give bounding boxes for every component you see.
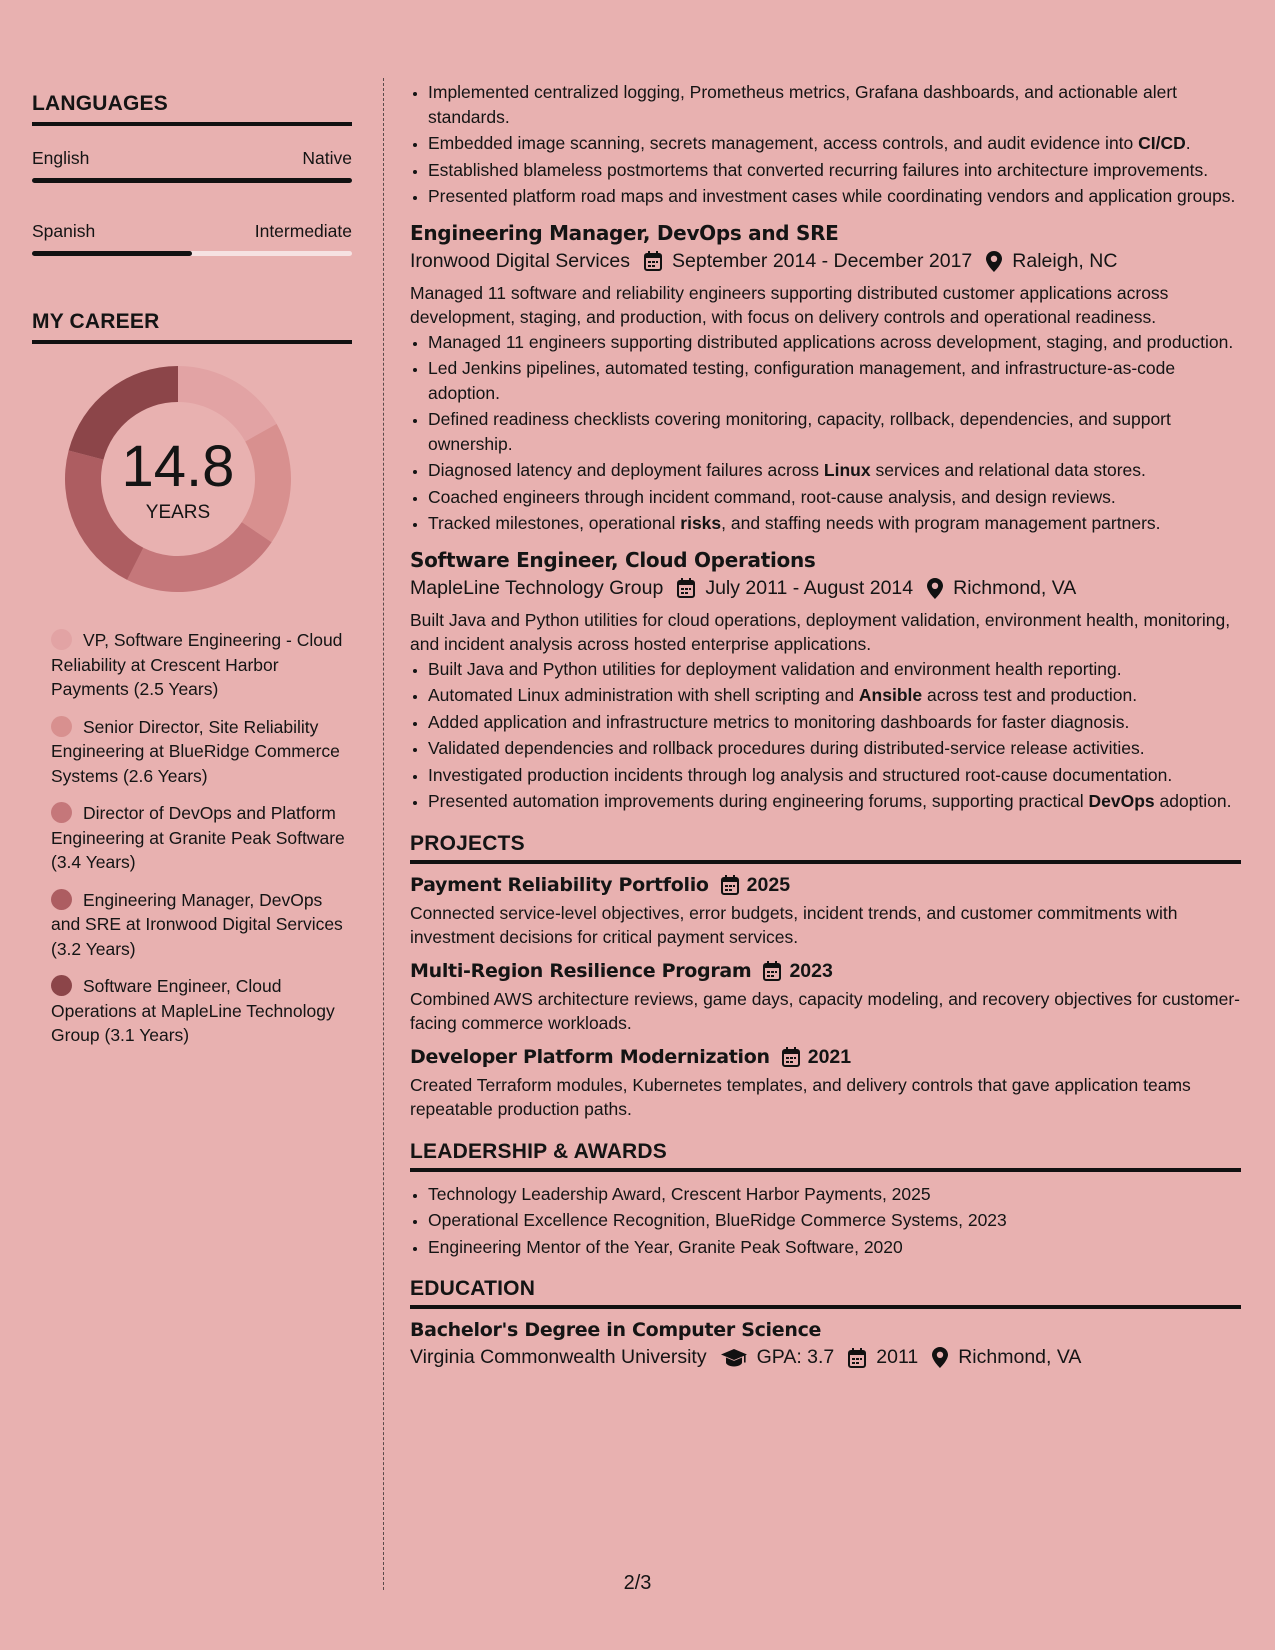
bullet-item: • Presented automation improvements during engineering forums, supporting practical DevOps adoption.: [428, 789, 1241, 814]
project-year: 2023: [789, 959, 833, 982]
legend-label: Director of DevOps and Platform Engineering at Granite Peak Software (3.4 Years): [51, 803, 345, 872]
legend-dot: [51, 889, 72, 910]
calendar-icon: [677, 578, 695, 598]
bullet-item: • Coached engineers through incident command, root-cause analysis, and design reviews.: [428, 485, 1241, 510]
main-column: [410, 80, 1241, 1369]
legend-label: Senior Director, Site Reliability Engineering at BlueRidge Commerce Systems (2.6 Years): [51, 716, 340, 786]
awards-section: [410, 1140, 1241, 1260]
job-summary: Built Java and Python utilities for cloud operations, deployment validation, environment health, monitoring, and incident analysis across hosted enterprise applications.: [410, 609, 1231, 654]
job-bullets: [410, 330, 1241, 536]
legend-item: [51, 628, 352, 702]
calendar-icon: [848, 1348, 866, 1368]
language-name: Spanish: [32, 221, 96, 241]
career-section: [32, 310, 352, 1048]
bullet-item: • Added application and infrastructure metrics to monitoring dashboards for faster diagnosis.: [428, 710, 1241, 735]
career-total-unit: YEARS: [145, 502, 211, 523]
job-title: Software Engineer, Cloud Operations: [410, 547, 816, 572]
project-year: 2021: [807, 1045, 852, 1068]
career-legend: [32, 628, 352, 1048]
sidebar: [32, 92, 352, 1061]
job-bullets: [410, 657, 1241, 814]
calendar-icon: [644, 251, 662, 271]
project-entry: [410, 874, 1241, 950]
projects-section: [410, 832, 1241, 1122]
bullet-item: • Defined readiness checklists covering monitoring, capacity, rollback, dependencies, and support ownership.: [428, 407, 1241, 456]
projects-heading: PROJECTS: [410, 832, 1241, 864]
languages-heading: LANGUAGES: [32, 92, 352, 126]
education-meta: [410, 1346, 1241, 1369]
language-name: English: [32, 148, 90, 168]
education-gpa: GPA: 3.7: [756, 1346, 835, 1368]
job-location: Richmond, VA: [953, 576, 1077, 599]
bullet-item: • Validated dependencies and rollback procedures during distributed-service release activities.: [428, 736, 1241, 761]
bullet-item: • Managed 11 engineers supporting distributed applications across development, staging, and production.: [428, 330, 1241, 355]
project-title: Payment Reliability Portfolio: [410, 874, 709, 896]
awards-heading: LEADERSHIP & AWARDS: [410, 1140, 1241, 1172]
language-level: Native: [302, 148, 352, 168]
awards-list: [410, 1182, 1241, 1260]
bullet-item: • Implemented centralized logging, Prometheus metrics, Grafana dashboards, and actionable alert standards.: [428, 80, 1241, 129]
bullet-item: • Built Java and Python utilities for deployment validation and environment health reporting.: [428, 657, 1241, 682]
job-title: Engineering Manager, DevOps and SRE: [410, 220, 839, 245]
language-item: [32, 148, 352, 183]
bullet-item: • Presented platform road maps and investment cases while coordinating vendors and application groups.: [428, 184, 1241, 209]
career-donut-chart: [65, 366, 291, 592]
bullet-item: • Established blameless postmortems that converted recurring failures into architecture improvements.: [428, 158, 1241, 183]
project-title: Developer Platform Modernization: [410, 1046, 770, 1068]
legend-item: [51, 715, 352, 789]
language-proficiency-bar: [32, 178, 352, 183]
bullet-item: • Investigated production incidents through log analysis and structured root-cause documentation.: [428, 763, 1241, 788]
column-divider: [383, 78, 384, 1590]
job-company: Ironwood Digital Services: [410, 249, 631, 272]
education-school: Virginia Commonwealth University: [410, 1346, 707, 1368]
award-item: • Engineering Mentor of the Year, Granite Peak Software, 2020: [428, 1235, 1241, 1260]
legend-dot: [51, 629, 72, 650]
education-location: Richmond, VA: [958, 1346, 1082, 1368]
donut-center: [65, 366, 291, 592]
graduation-cap-icon: [721, 1349, 747, 1367]
legend-label: Software Engineer, Cloud Operations at MapleLine Technology Group (3.1 Years): [51, 976, 335, 1045]
legend-item: [51, 801, 352, 875]
languages-section: [32, 92, 352, 256]
calendar-icon: [782, 1047, 800, 1067]
calendar-icon: [721, 875, 739, 895]
bullet-item: • Diagnosed latency and deployment failures across Linux services and relational data stores.: [428, 458, 1241, 483]
bullet-item: • Embedded image scanning, secrets management, access controls, and audit evidence into CI/CD.: [428, 131, 1241, 156]
legend-dot: [51, 975, 72, 996]
job-summary: Managed 11 software and reliability engineers supporting distributed customer applications across development, staging, and production, with focus on delivery controls and operational readiness.: [410, 282, 1169, 327]
education-degree: Bachelor's Degree in Computer Science: [410, 1319, 822, 1341]
language-proficiency-fill: [32, 178, 352, 183]
job-dates: September 2014 - December 2017: [672, 249, 973, 272]
legend-item: [51, 974, 352, 1048]
bullet-item: • Tracked milestones, operational risks, and staffing needs with program management partners.: [428, 511, 1241, 536]
education-heading: EDUCATION: [410, 1277, 1241, 1309]
job-dates: July 2011 - August 2014: [705, 576, 914, 599]
bullet-item: • Automated Linux administration with shell scripting and Ansible across test and production.: [428, 683, 1241, 708]
map-pin-icon: [932, 1347, 948, 1368]
calendar-icon: [763, 961, 781, 981]
map-pin-icon: [986, 251, 1002, 272]
career-heading: MY CAREER: [32, 310, 352, 344]
map-pin-icon: [927, 578, 943, 599]
legend-label: Engineering Manager, DevOps and SRE at Ironwood Digital Services (3.2 Years): [51, 889, 343, 959]
job-meta: [410, 250, 1241, 273]
language-proficiency-fill: [32, 251, 192, 256]
legend-dot: [51, 716, 72, 737]
project-entry: [410, 1046, 1241, 1122]
job-location: Raleigh, NC: [1012, 249, 1118, 272]
language-proficiency-bar: [32, 251, 352, 256]
job-company: MapleLine Technology Group: [410, 576, 664, 599]
continued-job-bullets: [410, 80, 1241, 209]
legend-item: [51, 888, 352, 962]
project-title: Multi-Region Resilience Program: [410, 960, 752, 982]
legend-dot: [51, 802, 72, 823]
education-section: [410, 1277, 1241, 1369]
legend-label: VP, Software Engineering - Cloud Reliability at Crescent Harbor Payments (2.5 Years): [51, 630, 343, 699]
project-year: 2025: [746, 873, 791, 896]
project-entry: [410, 960, 1241, 1036]
language-item: [32, 221, 352, 256]
project-description: Created Terraform modules, Kubernetes templates, and delivery controls that gave application teams repeatable production paths.: [410, 1074, 1191, 1119]
bullet-item: • Led Jenkins pipelines, automated testing, configuration management, and infrastructure-as-code adoption.: [428, 356, 1241, 405]
award-item: • Operational Excellence Recognition, BlueRidge Commerce Systems, 2023: [428, 1208, 1241, 1233]
project-description: Connected service-level objectives, error budgets, incident trends, and customer commitments with investment decisions for critical payment services.: [410, 902, 1178, 947]
job-entry: [410, 221, 1241, 536]
project-description: Combined AWS architecture reviews, game days, capacity modeling, and recovery objectives for customer-facing commerce workloads.: [410, 988, 1240, 1033]
job-meta: [410, 577, 1241, 600]
job-entry: [410, 548, 1241, 814]
page-number: 2/3: [623, 1572, 652, 1594]
award-item: • Technology Leadership Award, Crescent Harbor Payments, 2025: [428, 1182, 1241, 1207]
education-year: 2011: [876, 1346, 919, 1368]
career-total-years: 14.8: [121, 434, 235, 499]
language-level: Intermediate: [254, 221, 352, 241]
